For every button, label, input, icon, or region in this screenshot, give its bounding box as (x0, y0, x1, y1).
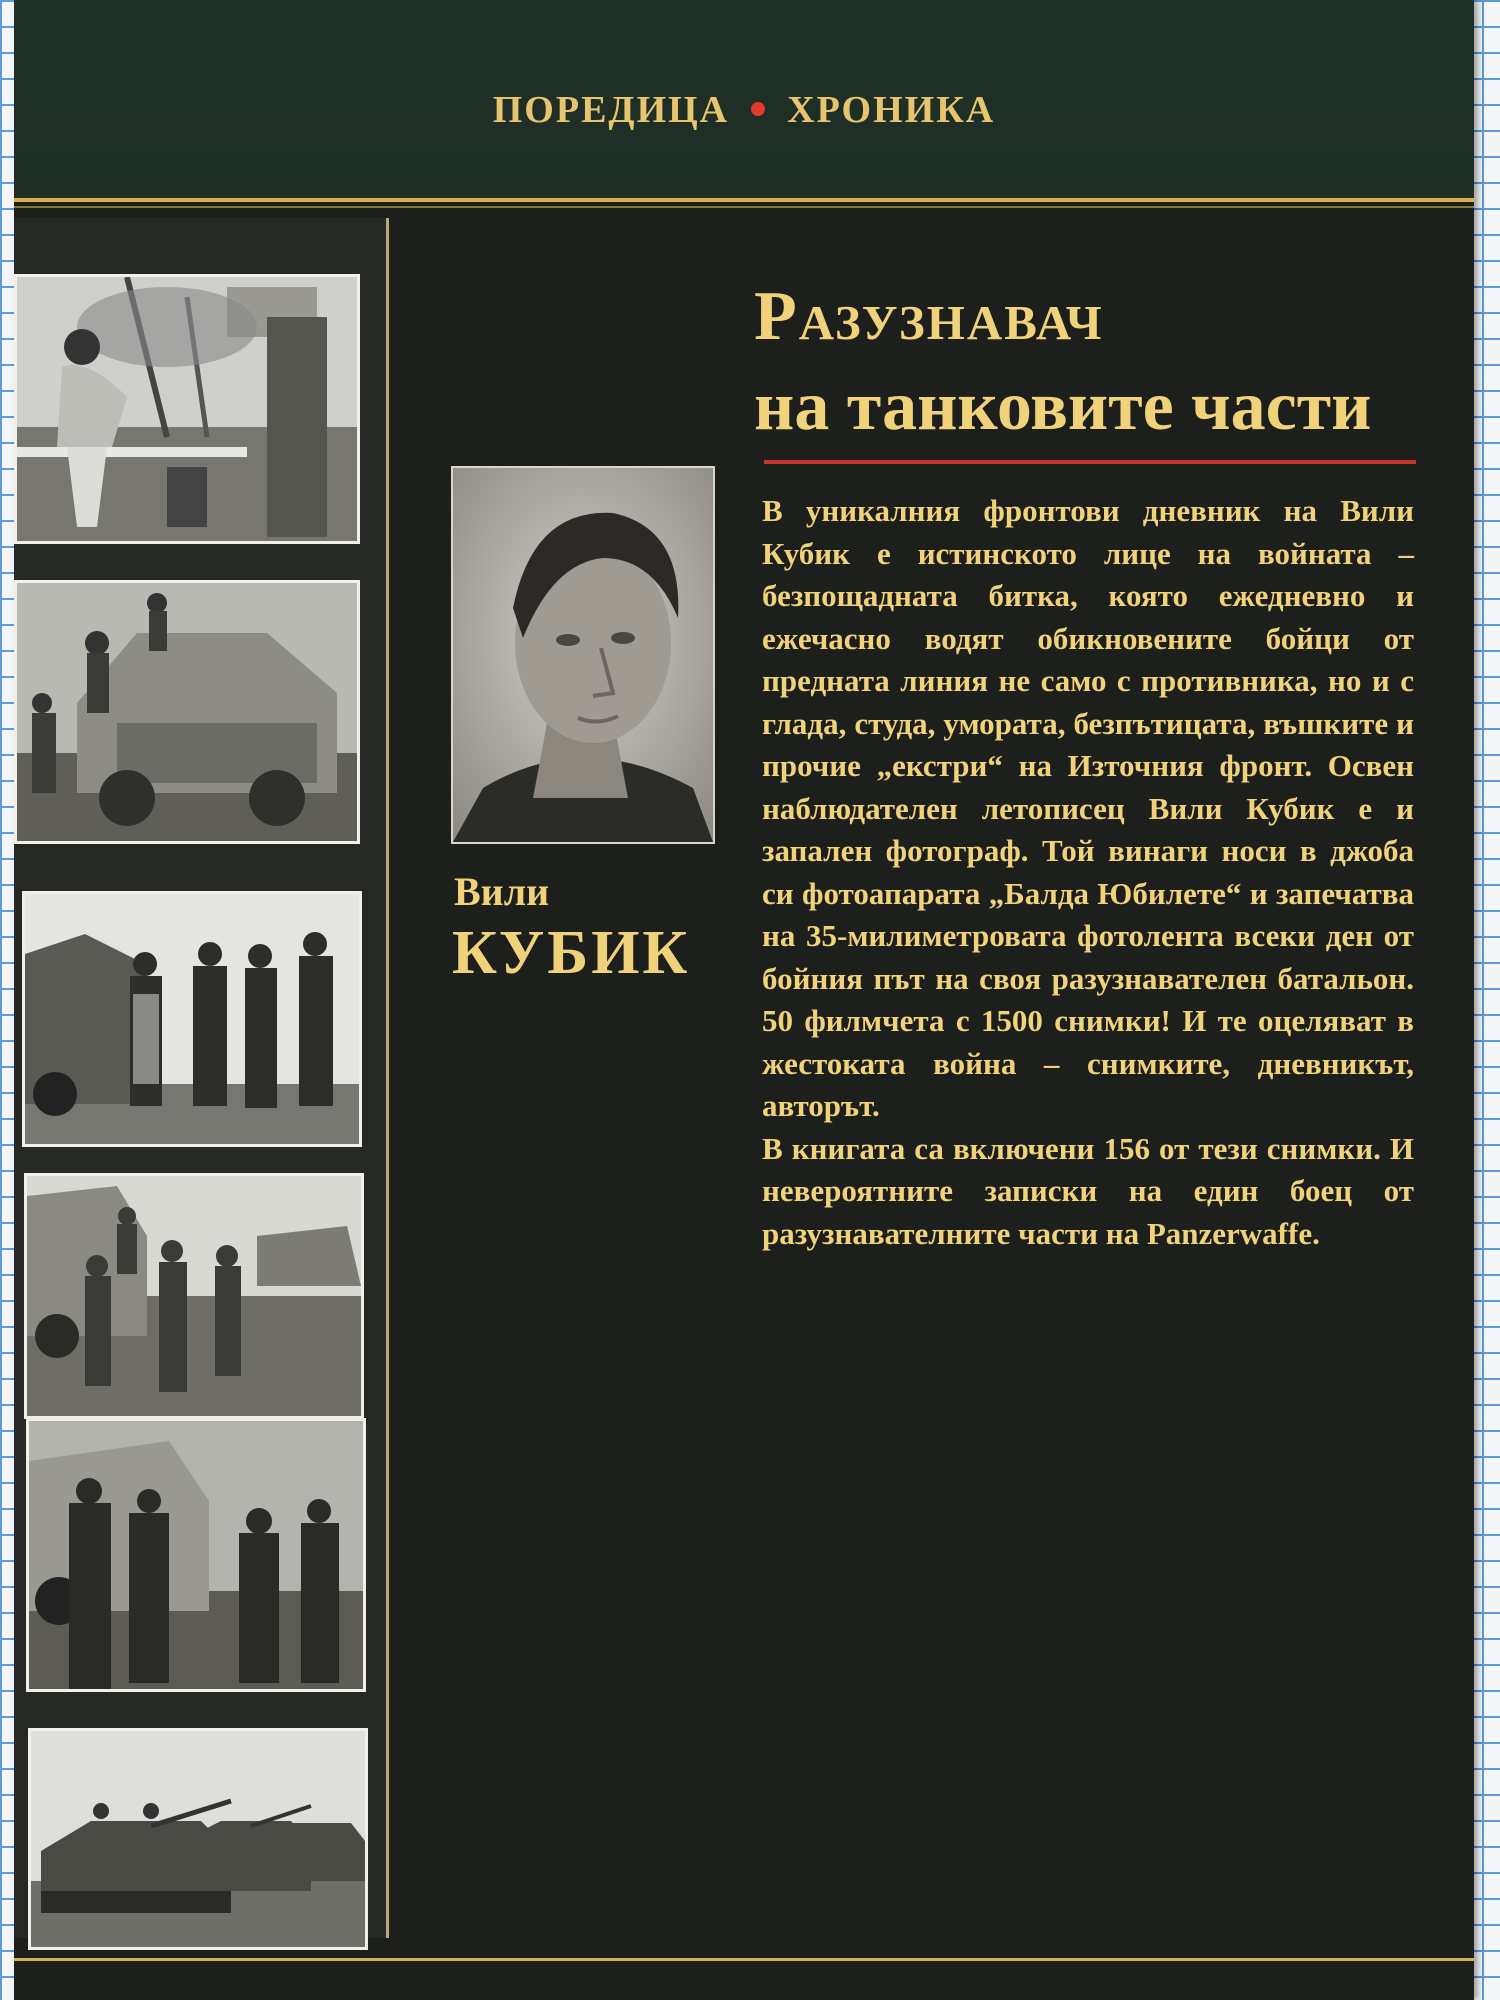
author-last-name: КУБИК (452, 919, 691, 987)
photo-officers-conversing (26, 1418, 366, 1692)
series-label-right: ХРОНИКА (787, 89, 996, 131)
top-gold-rule (14, 198, 1474, 202)
photo-tank-column (28, 1728, 368, 1950)
photo-armored-car-crew (14, 580, 360, 844)
photo-strip (14, 218, 389, 1938)
series-band (14, 0, 1474, 198)
bottom-gold-rule (14, 1958, 1474, 1961)
title-line-1: Разузнавач (754, 278, 1104, 355)
title-line-2: на танковите части (754, 368, 1372, 445)
blurb-paragraph-2: В книгата са включени 156 от тези снимки. И невероятните записки на един боец от разузнавателните части на Panzerwaffe. (762, 1130, 1414, 1251)
series-label-left: ПОРЕДИЦА (492, 89, 730, 131)
blurb-text (762, 490, 1414, 1255)
book-back-cover (14, 0, 1474, 2000)
author-first-name: Вили (454, 869, 550, 914)
bullet-dot-icon (751, 102, 765, 116)
photo-soldier-sunbathing (14, 274, 360, 544)
photo-officers-by-vehicle (22, 891, 362, 1147)
author-portrait (451, 466, 715, 844)
series-label (14, 88, 1474, 132)
blurb-paragraph-1: В уникалния фронтови дневник на Вили Кубик е истинското лице на войната – безпощадната битка, която ежедневно и ежечасно водят обикновените бойци от предната линия не само с противника, но и с глада, студа, умората, безпътицата, въшките и прочие „екстри“ на Източния фронт. Освен наблюдателен летописец Вили Кубик е и запален фотограф. Той винаги носи в джоба си фотоапарата „Балда Юбилете“ и запечатва на 35-милиметровата фотолента всеки ден от бойния път на своя разузнавателен батальон. 50 филмчета с 1500 снимки! И те оцеляват в жестоката война – снимките, дневникът, авторът. (762, 493, 1414, 1123)
book-title (754, 272, 1454, 452)
title-underline (764, 460, 1416, 464)
photo-soldiers-in-field (24, 1173, 364, 1419)
top-gold-rule-thin (14, 206, 1474, 208)
